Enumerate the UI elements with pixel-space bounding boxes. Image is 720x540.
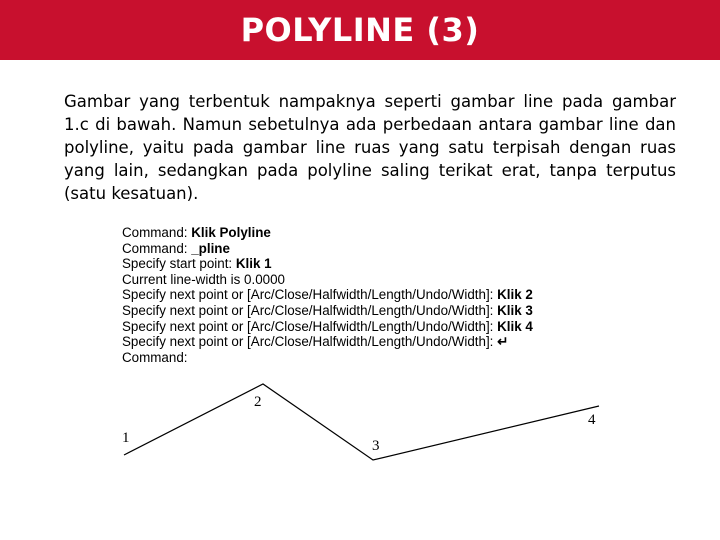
command-value: Klik Polyline [191,225,271,240]
command-prefix: Command: [122,349,188,365]
command-prefix: Current line-width is 0.0000 [122,271,286,287]
title-bar [0,0,720,60]
command-line [122,272,622,288]
body-paragraph: Gambar yang terbentuk nampaknya seperti gambar line pada gambar 1.c di bawah. Namun sebetulnya ada perbedaan antara gambar line dan polyline, yaitu pada gambar line ruas yang satu terpisah dengan ruas yang lain, sedangkan pada polyline saling terikat erat, tanpa terputus (satu kesatuan). [64,92,676,203]
command-line [122,303,622,319]
command-line [122,241,622,257]
command-line [122,350,622,366]
slide-title: POLYLINE (3) [240,11,480,49]
command-prefix: Specify next point or [Arc/Close/Halfwidth/Length/Undo/Width]: [122,318,498,334]
command-value: Klik 3 [497,302,533,318]
command-prefix: Specify next point or [Arc/Close/Halfwidth/Length/Undo/Width]: [122,287,498,303]
command-value: Klik 4 [497,318,533,334]
polyline-drawing [120,378,606,466]
command-line [122,256,622,272]
polyline-path [124,384,599,460]
command-value: _pline [191,240,230,256]
command-prefix: Specify start point: [122,256,236,272]
polyline-svg [120,378,606,466]
command-line [122,225,622,241]
command-line [122,319,622,335]
command-line [122,334,622,350]
point-label-3: 3 [372,438,380,454]
command-prefix: Command: [122,240,192,256]
command-prefix: Command: [122,225,192,240]
point-label-1: 1 [122,430,130,446]
point-label-4: 4 [588,412,596,428]
command-line [122,287,622,303]
point-label-2: 2 [254,394,262,410]
command-value: Klik 2 [497,287,533,303]
command-prefix: Specify next point or [Arc/Close/Halfwidth/Length/Undo/Width]: [122,302,498,318]
command-prefix: Specify next point or [Arc/Close/Halfwidth/Length/Undo/Width]: [122,334,498,350]
command-line-block [122,225,622,365]
enter-icon: ↵ [497,334,509,350]
command-value: Klik 1 [235,256,272,272]
